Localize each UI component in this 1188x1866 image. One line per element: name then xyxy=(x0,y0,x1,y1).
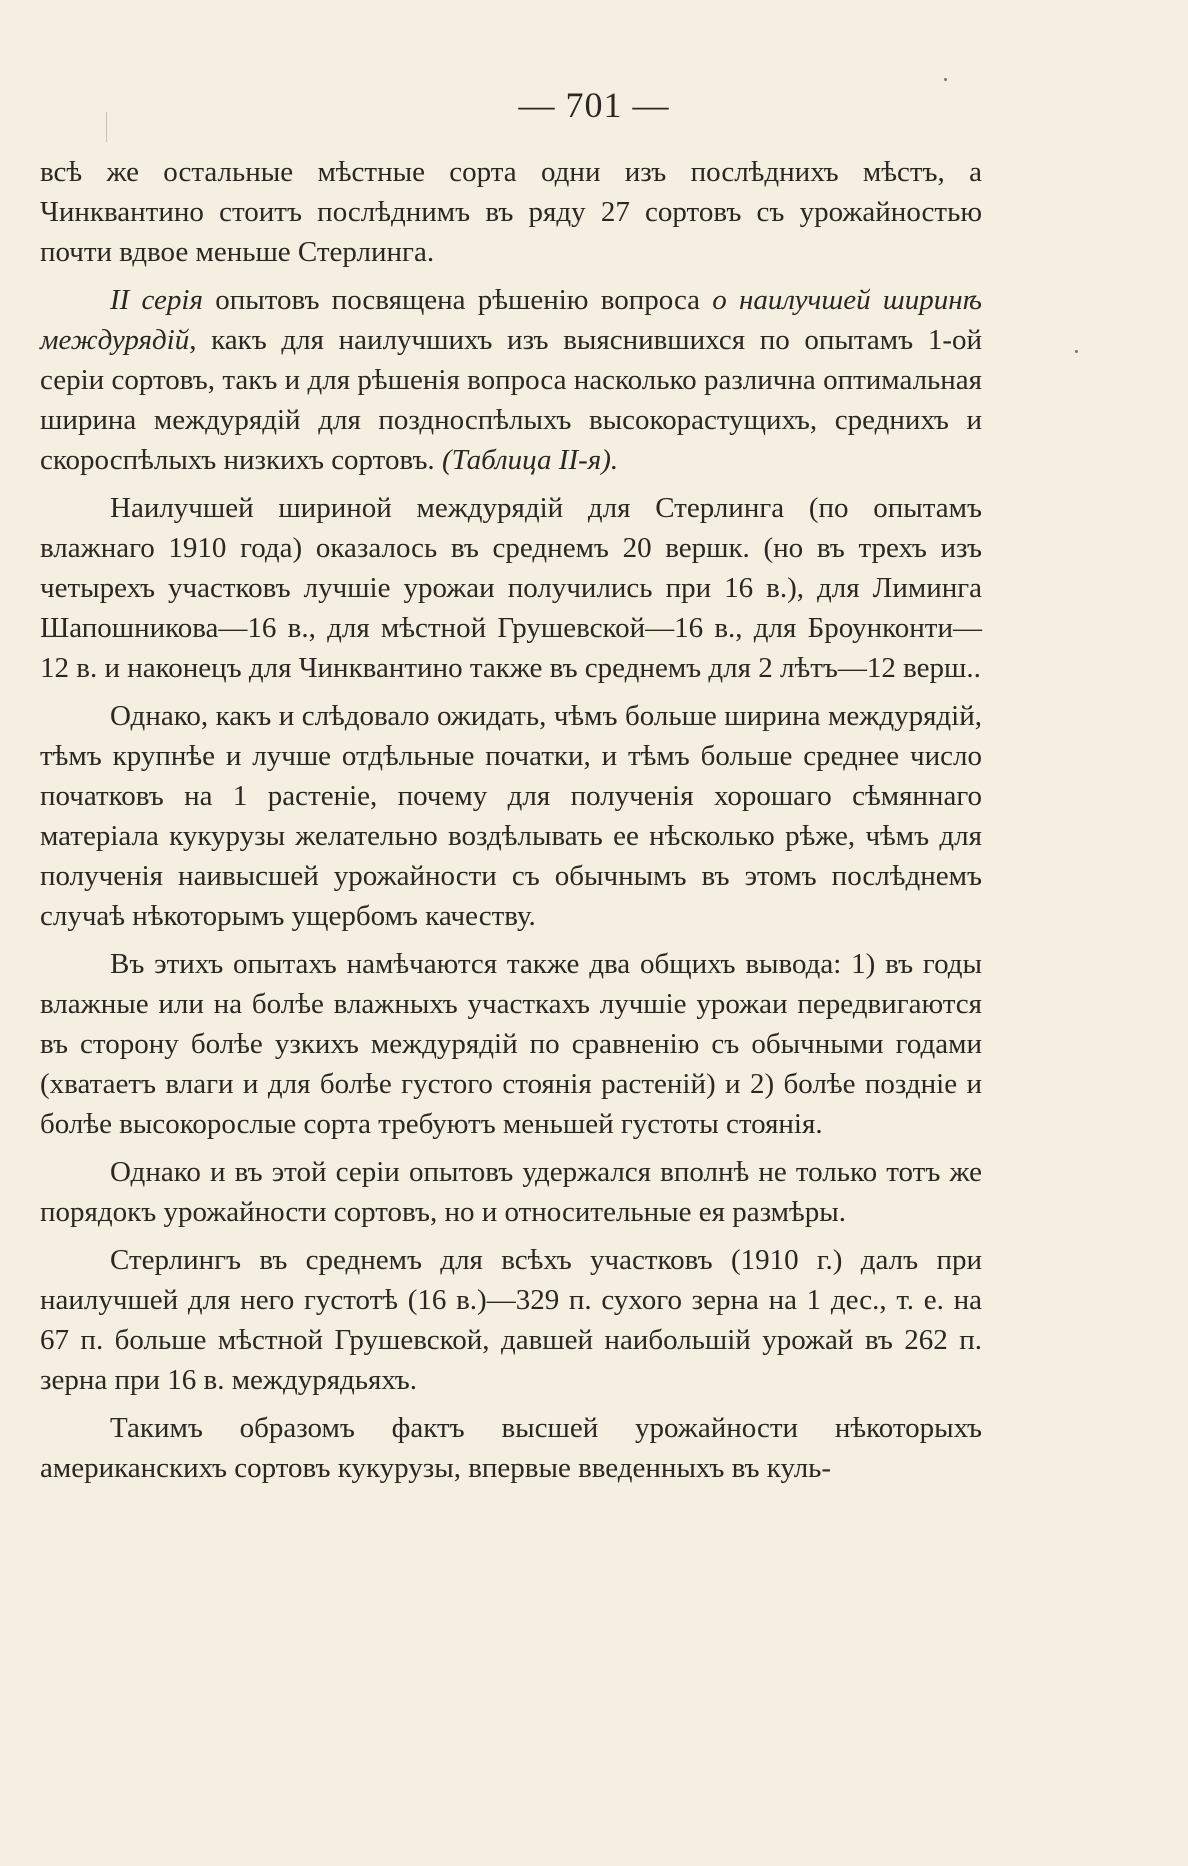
body-text xyxy=(40,152,982,1496)
text-run: Наилучшей шириной междурядій для Стерлинга (по опытамъ влажнаго 1910 года) оказалось въ среднемъ 20 вершк. (но въ трехъ изъ четырехъ участковъ лучшіе урожаи получились при 16 в.), для Лиминга Шапошникова—16 в., для мѣстной Грушевской—16 в., для Броунконти—12 в. и наконецъ для Чинквантино также въ среднемъ для 2 лѣтъ—12 верш.. xyxy=(40,492,982,684)
text-run: Въ этихъ опытахъ намѣчаются также два общихъ вывода: 1) въ годы влажные или на болѣе влажныхъ участкахъ лучшіе урожаи передвигаются въ сторону болѣе узкихъ междурядій по сравненію съ обычными годами (хватаетъ влаги и для болѣе густого стоянія растеній) и 2) болѣе поздніе и болѣе высокорослые сорта требуютъ меньшей густоты стоянія. xyxy=(40,948,982,1140)
text-run: всѣ же остальные мѣстные сорта одни изъ послѣднихъ мѣстъ, а Чинквантино стоитъ послѣднимъ въ ряду 27 сортовъ съ урожайностью почти вдвое меньше Стерлинга. xyxy=(40,156,982,268)
speck xyxy=(1075,350,1078,353)
paragraph xyxy=(40,1408,982,1488)
paragraph xyxy=(40,152,982,272)
text-run: опытовъ посвящена рѣшенію вопроса xyxy=(202,284,713,316)
italic-text: II серія xyxy=(110,284,203,316)
text-run: Такимъ образомъ фактъ высшей урожайности нѣкоторыхъ американскихъ сортовъ кукурузы, впервые введенныхъ въ куль- xyxy=(40,1412,982,1484)
paragraph xyxy=(40,1152,982,1232)
text-run: Стерлингъ въ среднемъ для всѣхъ участковъ (1910 г.) далъ при наилучшей для него густотѣ (16 в.)—329 п. сухого зерна на 1 дес., т. е. на 67 п. больше мѣстной Грушевской, давшей наибольшій урожай въ 262 п. зерна при 16 в. междурядьяхъ. xyxy=(40,1244,982,1396)
speck xyxy=(944,78,947,81)
text-run: , какъ для наилучшихъ изъ выяснившихся по опытамъ 1-ой серіи сортовъ, такъ и для рѣшенія вопроса насколько различна оптимальная ширина междурядій для поздноспѣлыхъ высокорастущихъ, среднихъ и скороспѣлыхъ низкихъ сортовъ. xyxy=(40,324,982,476)
paragraph xyxy=(40,944,982,1144)
paragraph xyxy=(40,696,982,936)
page-number: — 701 — xyxy=(518,85,670,125)
paragraph xyxy=(40,1240,982,1400)
text-run: Однако и въ этой серіи опытовъ удержался вполнѣ не только тотъ же порядокъ урожайности сортовъ, но и относительные ея размѣры. xyxy=(40,1156,982,1228)
paragraph xyxy=(40,280,982,480)
text-run: Однако, какъ и слѣдовало ожидать, чѣмъ больше ширина междурядій, тѣмъ крупнѣе и лучше отдѣльные початки, и тѣмъ больше среднее число початковъ на 1 растеніе, почему для полученія хорошаго сѣмяннаго матеріала кукурузы желательно воздѣлывать ее нѣсколько рѣже, чѣмъ для полученія наивысшей урожайности съ обычнымъ въ этомъ послѣднемъ случаѣ нѣкоторымъ ущербомъ качеству. xyxy=(40,700,982,932)
paragraph xyxy=(40,488,982,688)
italic-text: о наилучшей ширинѣ междурядій xyxy=(40,284,982,356)
margin-mark xyxy=(106,112,107,142)
italic-text: (Таблица II-я). xyxy=(441,444,619,476)
